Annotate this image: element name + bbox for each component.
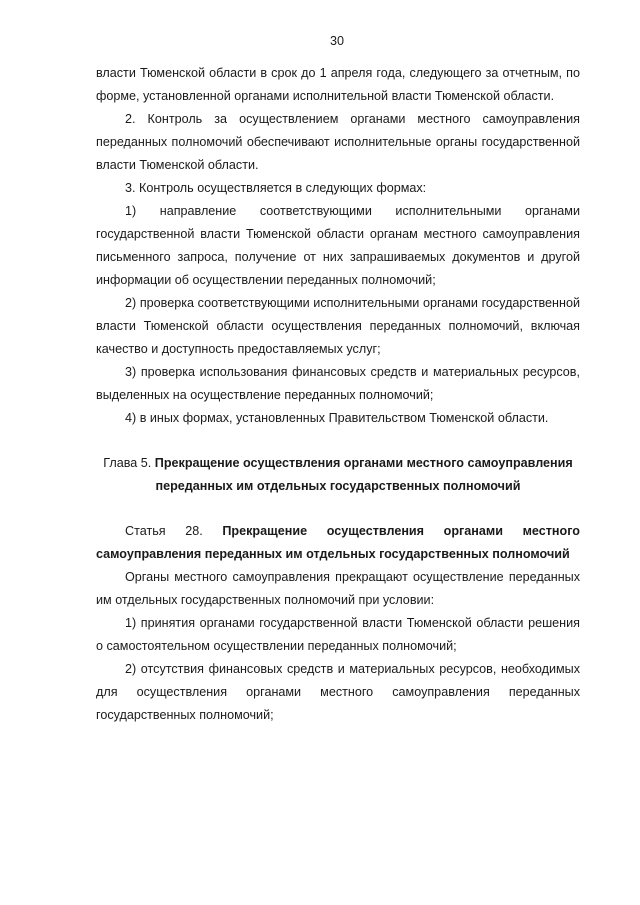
page-number: 30: [329, 34, 344, 48]
paragraph-control-2: 2. Контроль за осуществлением органами местного самоуправления переданных полномочий обеспечивают исполнительные органы государственной власти Тюменской области.: [96, 112, 580, 172]
paragraph-control-3: 3. Контроль осуществляется в следующих формах:: [125, 181, 427, 195]
list-item-2: 2) проверка соответствующими исполнительными органами государственной власти Тюменской области осуществления переданных полномочий, включая качество и доступность предоставляемых услуг;: [96, 296, 580, 356]
chapter-heading: [96, 452, 580, 498]
article-title: Прекращение осуществления органами местного самоуправления переданных им отдельных государственных полномочий: [96, 524, 580, 561]
article-prefix: Статья 28.: [125, 524, 223, 538]
article-heading: [96, 520, 580, 566]
chapter-title: Прекращение осуществления органами местного самоуправления переданных им отдельных государственных полномочий: [154, 456, 573, 493]
list-item-3: 3) проверка использования финансовых средств и материальных ресурсов, выделенных на осуществление переданных полномочий;: [96, 365, 580, 402]
paragraph-termination-intro: Органы местного самоуправления прекращают осуществление переданных им отдельных государственных полномочий при условии:: [96, 570, 580, 607]
list-item-4: 4) в иных формах, установленных Правительством Тюменской области.: [125, 411, 549, 425]
list-item-1: 1) направление соответствующими исполнительными органами государственной власти Тюменской области органам местного самоуправления письменного запроса, получение от них запрашиваемых документов и другой информации об осуществлении переданных полномочий;: [96, 204, 580, 287]
paragraph-continuation: власти Тюменской области в срок до 1 апреля года, следующего за отчетным, по форме, установленной органами исполнительной власти Тюменской области.: [96, 66, 580, 103]
termination-item-1: 1) принятия органами государственной власти Тюменской области решения о самостоятельном осуществлении переданных полномочий;: [96, 616, 580, 653]
chapter-prefix: Глава 5.: [103, 456, 155, 470]
document-page: [96, 30, 580, 727]
termination-item-2: 2) отсутствия финансовых средств и материальных ресурсов, необходимых для осуществления органами местного самоуправления переданных государственных полномочий;: [96, 662, 580, 722]
